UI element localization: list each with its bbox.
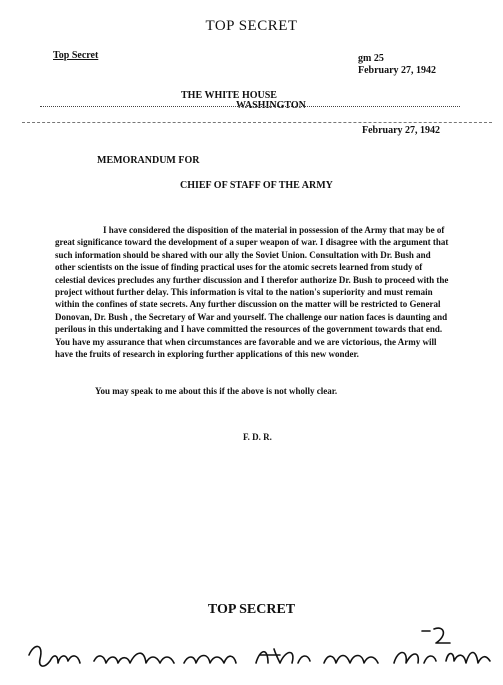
document-code: gm 25 <box>358 53 384 64</box>
letterhead-divider <box>40 106 460 107</box>
document-date: February 27, 1942 <box>358 65 437 76</box>
handwritten-annotation <box>24 625 494 680</box>
memo-closing: You may speak to me about this if the above is not wholly clear. <box>95 386 338 396</box>
memo-recipient: CHIEF OF STAFF OF THE ARMY <box>180 180 333 191</box>
memo-date: February 27, 1942 <box>362 125 441 136</box>
top-secret-footer: TOP SECRET <box>207 602 296 617</box>
signature: F. D. R. <box>243 432 272 442</box>
memo-body: I have considered the disposition of the material in possession of the Army that may be of great significance toward the development of a super weapon of war. I disagree with the argument that such information should be shared with our ally the Soviet Union. Consultation with Dr. Bush and other scientists on the issue of finding practical uses for the atomic secrets learned from study of celestial devices precludes any further discussion and I therefor authorize Dr. Bush to proceed with the project without further delay. This information is vital to the nation's superiority and must remain within the confines of state secrets. Any further discussion on the matter will be restricted to General Donovan, Dr. Bush , the Secretary of War and yourself. The challenge our nation faces is daunting and perilous in this undertaking and I have committed the resources of the government towards that end. You have my assurance that when circumstances are favorable and we are victorious, the Army will have the fruits of research in exploring further applications of this new wonder. <box>55 225 449 360</box>
top-secret-header: TOP SECRET <box>205 18 298 34</box>
top-secret-label: Top Secret <box>53 50 99 61</box>
letterhead-washington: WASHINGTON <box>236 100 306 111</box>
letterhead-white-house: THE WHITE HOUSE <box>181 90 277 101</box>
memo-heading: MEMORANDUM FOR <box>97 155 200 166</box>
page-divider <box>22 122 492 123</box>
handwritten-annotation-graphic <box>24 625 494 680</box>
